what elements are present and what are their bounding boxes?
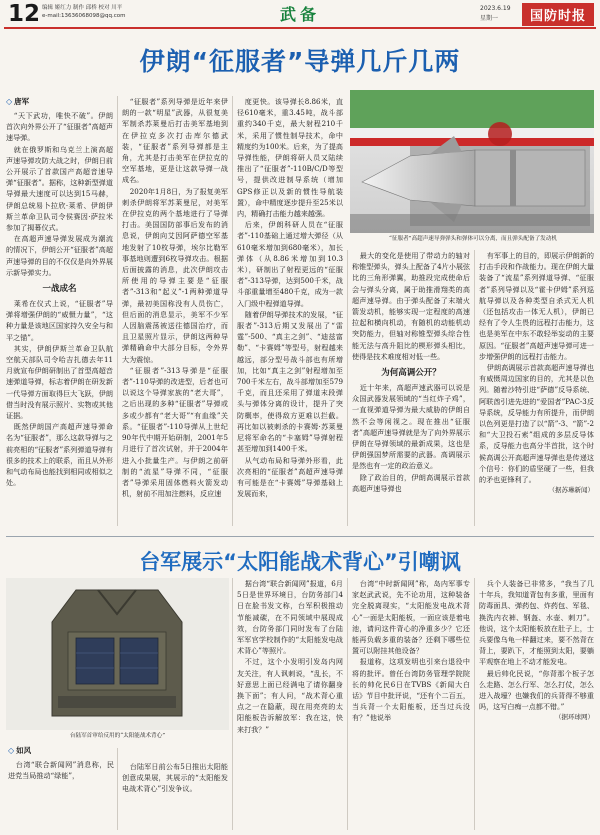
paragraph: 最大的变化是使用了带动力的轴对称锥型弹头，弹头上配备了4片小展弦比的三角形弹翼，助推段完成使命后会与弹头分离，属于助推滑翔类的高超声速导弹。由于弹头配备了末端火箭发动机，能够实现一定程度的高速拉起和横向机动，有随机的动能机动突防能力，但轴对称锥型弹头综合性能无法与高升阻比的楔形弹头相比，使得是技术难度相对低一些。	[352, 251, 470, 361]
paragraph: 随着伊朗导弹技术的发展，“征服者”-313后期又发展出了“雷霆”-500、“真主之剑”、“迪兹富勒”、“卡赛姆”等型号，射程越来越远，部分型号战斗部也有所增加，比如“真主之剑”射程增加至700千米左右，战斗部增加至579千克，而且还采用了弹道末段弹头与弹体分离的设计，提升了突防概率，使得敌方更难以拦截。再比如以被刺杀的卡赛姆·苏莱曼尼将军命名的“卡塞姆”导弹射程甚至增加到1400千米。	[237, 309, 343, 454]
vest-photo	[6, 578, 229, 730]
section-title: 武备	[280, 5, 321, 24]
paragraph: 后来，伊朗科研人员在“征服者”-110基础上通过增大弹径（从610毫米增加到680毫米），加长弹体（从8.86米增加到10.3米），研制出了射程更远的“征服者”-313导弹，达到500千米，战斗部重量增至480千克，成为一款入门级中程弹道导弹。	[237, 220, 343, 308]
column-divider	[232, 578, 233, 830]
paragraph: “征服者”系列导弹是近年来伊朗的一款“明星”武器，从很复美军制杀苏莱曼后打击美军基地到在伊拉克多次打击库尔德武装，“征服者”系列导弹都是主角，尤其是打击美军在伊拉克的空军基地，更是让这款导弹一战成名。	[122, 97, 228, 185]
article1-column-4	[352, 250, 470, 526]
issue-weekday: 星期一	[480, 15, 499, 22]
diamond-icon: ◇	[8, 746, 15, 755]
paragraph: 近十年来，高超声速武器可以说是众国武器发展领域的“当红炸子鸡”，一直视弹道导弹为最大威胁的伊朗自然不会等闲视之。现在推出“征服者”高超声速导弹就是为了向外界展示伊朗在导弹领域的最新成果，这也是伊朗强国梦所需要的武器。高调展示是然也有一定的政治意义。	[352, 383, 470, 471]
paragraph: 有军事上的目的，即展示伊朗新的打击手段和作战能力。现在伊朗大量装备了“流星”系列弹道导弹、“征服者”系列导弹以及“霍卡伊姆”系列巡航导弹以及各种类型自杀式无人机（还包括攻击一体无人机），伊朗已经有了令人生畏的远程打击能力，这也是美军在中东不敢轻举妄动的主要原因。“征服者”高超声速导弹可进一步增强伊朗的远程打击能力。	[479, 251, 594, 361]
paragraph: 2020年1月8日，为了报复美军刺杀伊朗将军苏莱曼尼，对美军在伊拉克的两个基地进行了导弹打击。美国国防部事后发布的消息说，伊朗向艾因阿萨德空军基地发射了10枚导弹，埃尔比勒军事基地则遭到6枚导弹攻击。根据后面披露的消息，此次伊朗攻击所使用的导弹主要是“征服者”-313和“起义”-1两种弹道导弹，最初美国称没有人员伤亡，但后面的消息显示，美军不少军人因脑震荡被送往德国治疗，而且卫星照片显示，伊朗这两种导弹精确命中大部分目标，令外界大为震惊。	[122, 186, 228, 364]
paragraph: “天下武功，唯快不破”。伊朗首次向外界公开了“征服者”高超声速导弹。	[6, 111, 113, 143]
paragraph: 其实，伊朗伊斯兰革命卫队航空航天部队司令哈吉扎德去年11月就宣布伊朗研制出了首型高超音速弹道导弹，标志着伊朗在研发新一代导弹方面取得巨大飞跃，伊朗借当时没有展示照片、实物或其他证据。	[6, 343, 113, 421]
paragraph: 台陆军日前公布5日推出太阳能创意成果展，其展示的“太阳能发电战术背心”引发争议。	[122, 762, 228, 794]
paragraph: 不过，这个小发明引发岛内网友关注，有人讽刺说，“乱长，不好意思上面已经满电了请你翻身换下面”；有人问，“战术背心重点之一在隐蔽，现在用亮亮的太阳能板告诉解放军：我在这，快来打我？”	[237, 657, 343, 734]
article1-column-2	[122, 96, 228, 526]
article1-headline: 伊朗“征服者”导弹几斤几两	[139, 47, 461, 76]
column-divider	[117, 748, 118, 830]
paragraph: 据台湾“联合新闻网”报道，6月5日是世界环境日，台防务部门4日在脸书发文称，台军积极推动节能减碳，在不同领域中展现成效，台防务部门同时发布了台陆军军官学校制作的“太阳能发电战术背心”等照片。	[237, 579, 343, 656]
column-divider	[347, 250, 348, 526]
paragraph: 最后帅化民说，“你背那个板子怎么走路、怎么行军、怎么打仗，怎么进入战壕？也嫌我们的兵背得不够重吗，这写白痴一点都不错。”	[479, 668, 594, 712]
article1-column-5	[479, 250, 594, 530]
article1-column-3	[237, 96, 343, 526]
article2-author: ◇ 如风	[8, 746, 32, 755]
paragraph: 台湾“中时新闻网”称，岛内军事专家赵武武说，先不论功用，这种装备完全脱离现实，“太阳能发电战术背心”一面是太阳能板，一面应该是着电池，请问这件背心的净重多少？它还能再负载多重的装备？还剩下哪些位置可以附挂其他设备？	[352, 579, 470, 656]
column-divider	[232, 96, 233, 526]
header-rule	[4, 27, 596, 29]
staff-line: 编辑 姬红力 制作 邱桥 校对 川平	[42, 5, 123, 11]
column-divider	[474, 250, 475, 526]
paragraph: 度更快。该导弹长8.86米，直径610毫米，重3.45吨，战斗部重约340千克，最大射程210千米，采用了惯性制导技术，命中精度约为100米。后来，为了提高导弹性能，伊朗将研人员又陆续推出了“征服者”-110B/C/D等型号，提供改进制导系统（增加GPS修正以及新的惯性导航装置），命中精度逐步提升至25米以内，精确打击能力越来越强。	[237, 97, 343, 219]
email-line: e-mail:13636068098@qq.com	[42, 13, 126, 19]
article1-column-1	[6, 96, 113, 526]
article2-column-5	[479, 578, 594, 832]
subheading-2: 为何高调公开？	[381, 368, 441, 379]
paragraph: 伊朗高调展示首款高超声速导弹也有威慑周边国家的目的，尤其是以色列。随着沙特引进“萨德”反导系统、阿联酋引进先进的“爱国者”PAC-3反导系统，反导能力有所提升，而伊朗以色列更是打造了以“箭”-3、“箭”-2和“大卫投石索”组成的多层反导体系，反导能力也高分半首批，这个时候高调公开高超声速导弹也是传递这个信号：你们的盾坚硬了一些，但我的矛也更锋利了。	[479, 363, 594, 485]
article2-column-1	[8, 745, 114, 831]
paragraph: 除了政治目的，伊朗高调展示首款高超声速导弹也	[352, 472, 470, 493]
article2-source: （据环球网）	[555, 713, 594, 722]
issue-date: 2023.6.19	[480, 5, 511, 12]
article2-column-4	[352, 578, 470, 832]
diamond-icon: ◇	[6, 97, 13, 106]
page-number: 12	[8, 1, 41, 27]
paragraph: 在高超声速导弹发展成为潮流的情况下，伊朗公开“征服者”高超声速导弹的目的不仅仅是向外界展示新导弹实力。	[6, 234, 113, 277]
article2-column-3	[237, 578, 343, 832]
newspaper-logo: 国防时报	[522, 3, 594, 26]
subheading-1: 一战成名	[42, 284, 77, 295]
column-divider	[474, 578, 475, 830]
column-divider	[347, 578, 348, 830]
missile-photo-caption: “征服者”高超声速导弹弹头和弹体可以分离，而且弹头配备了发动机	[389, 236, 557, 242]
paragraph: 既然伊朗国产高超声速导弹命名为“征服者”，那么这款导弹与之前亮相的“征服者”系列弹道导弹有很多的技术上的联系，而且从外形和气动布局也能找到相同或相似之处。	[6, 422, 113, 488]
paragraph: 就在俄罗斯和乌克兰上演高超声速导弹攻防大战之时，伊朗日前公开展示了首款国产高超音速导弹“征服者”。据称，这种新型弹道导弹最大速度可以达到15马赫，伊朗总统易卜拉欣·莱希、伊朗伊斯兰革命卫队司令侯赛因·萨拉米参加了揭幕仪式。	[6, 144, 113, 233]
article2-column-2	[122, 761, 228, 831]
paragraph: 台湾“联合新闻网”消息称，民进党当局推动“绿能”，	[8, 760, 114, 781]
paragraph: “征服者”-313导弹是“征服者”-110导弹的改进型，后者也可以说这个导弹家族的“老大哥”，之后出现的多种“征服者”导弹或多或少都有“老大哥”“有血缘”关系。“征服者”-110导弹从上世纪90年代中期开始研制，2001年5月进行了首次试射，并于2004年进入小批量生产。与伊朗之前研制的“流星”导弹不同，“征服者”导弹采用固体燃料火箭发动机，射前不用加注燃料，反应速	[122, 365, 228, 499]
article2-headline: 台军展示“太阳能战术背心”引嘲讽	[139, 550, 461, 574]
vest-photo-caption: 台陆军首审给反用的“太阳能战术背心”	[69, 733, 166, 739]
article1-source: （据苏琳新闻）	[548, 486, 594, 495]
article-divider	[6, 536, 594, 537]
paragraph: 报道称，这项发明也引来台退役中将的批评。曾任台湾防务管理学院院长的帅化民6日在TVBS《新闻大白话》节目中批评说，“还有个二百五，当兵背一个太阳能板，还当过兵没有？”他说举	[352, 657, 470, 723]
paragraph: 莱希在仪式上说，“征服者”导弹将增强伊朗的“威慑力量”，“这种力量是该地区国家持久安全与和平之锚”。	[6, 299, 113, 342]
article1-author: ◇ 唐军	[6, 97, 30, 106]
missile-photo	[350, 90, 594, 233]
paragraph: 兵个人装备已非常多，“我当了几十年兵，我知道背包有多重，里面有防毒面具、弹药包、炸药包、军毯、换洗内衣裤、钢盔、水壶、刺刀”。他说，这个太阳能板放在肚子上，士兵要像乌龟一样翻过来，要不然背在背上，要趴下，才能照到太阳，要躺平观察在地上不动才能发电。	[479, 579, 594, 667]
paragraph: 从气动布局和导弹外形看，此次亮相的“征服者”高超声速导弹有可能是在“卡赛姆”导弹基础上发展而来，	[237, 455, 343, 499]
column-divider	[117, 96, 118, 526]
